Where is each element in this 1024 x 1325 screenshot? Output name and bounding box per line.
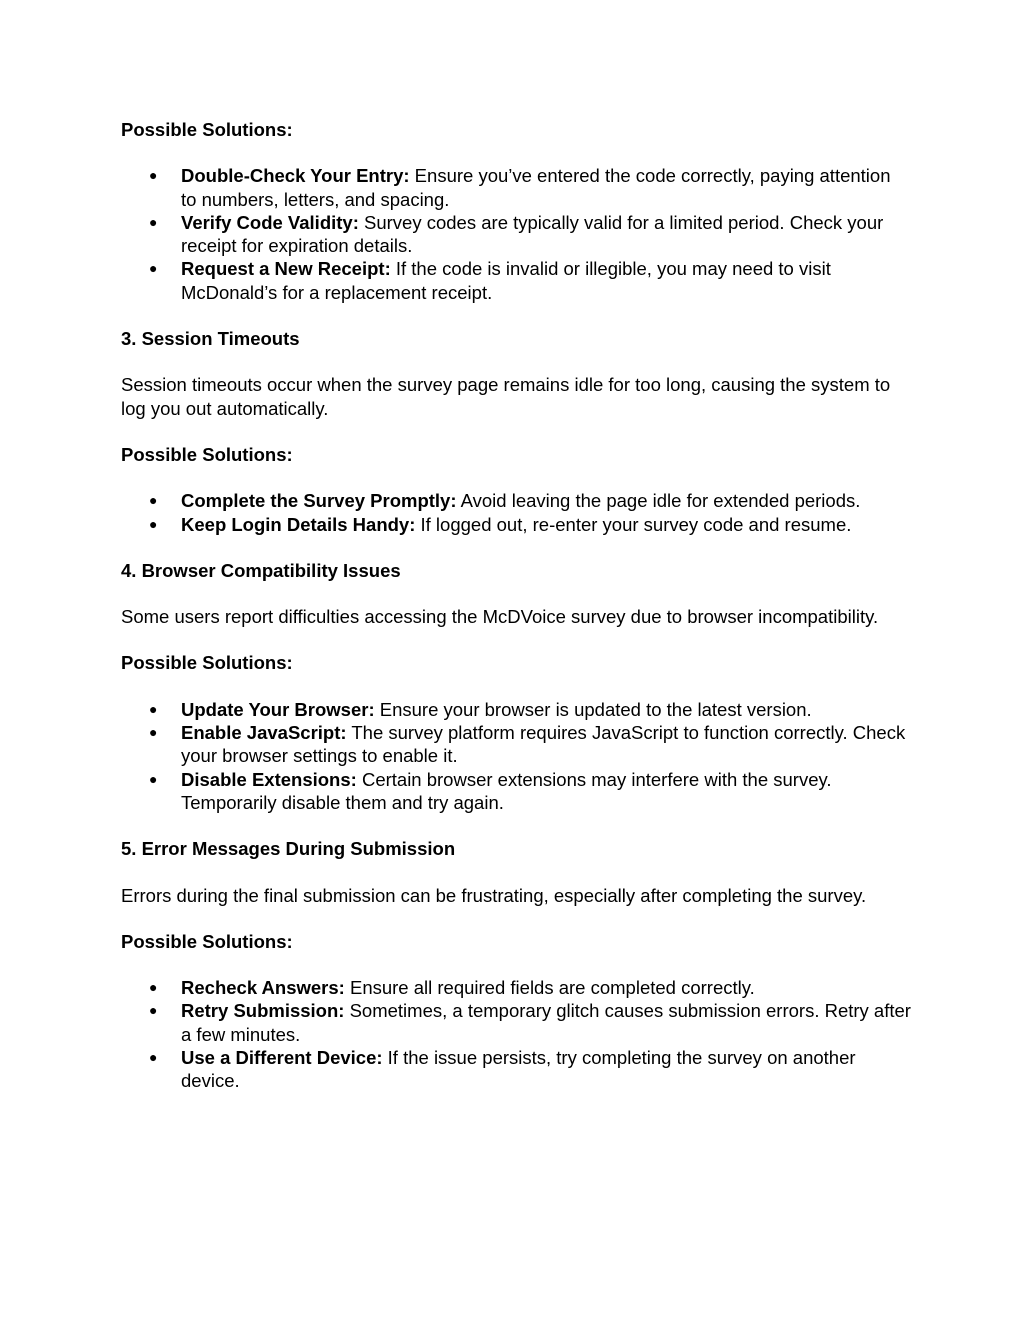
list-item [121,1046,911,1093]
bullet-icon: ● [149,167,158,184]
list-item [121,721,911,768]
bullet-text: If the code is invalid or illegible, you may need to visit McDonald’s for a replacement receipt. [181,258,831,303]
section-heading: 4. Browser Compatibility Issues [121,559,401,581]
bullet-list [121,489,911,536]
bullet-lead: Recheck Answers: [181,977,345,999]
section-heading: 3. Session Timeouts [121,328,300,350]
bullet-list [121,164,911,304]
bullet-text: Avoid leaving the page idle for extended periods. [456,490,861,512]
issue-section [121,559,911,629]
document-page [121,118,911,1093]
section-body: Some users report difficulties accessing the McDVoice survey due to browser incompatibility. [121,606,879,628]
issue-section [121,327,911,420]
bullet-text: Survey codes are typically valid for a limited period. Check your receipt for expiration details. [181,211,884,257]
solutions-section [121,443,911,536]
bullet-icon: ● [149,1002,158,1019]
bullet-text: Certain browser extensions may interfere with the survey. Temporarily disable them and try again. [181,768,832,813]
bullet-text: Ensure your browser is updated to the latest version. [374,698,812,720]
solutions-section [121,930,911,1093]
bullet-lead: Disable Extensions: [181,768,357,790]
bullet-icon: ● [149,979,158,996]
section-heading: Possible Solutions: [121,119,293,140]
bullet-icon: ● [149,515,158,532]
list-item [121,768,911,815]
bullet-icon: ● [149,260,158,277]
bullet-lead: Retry Submission: [181,1000,345,1022]
section-heading: 5. Error Messages During Submission [121,838,456,860]
bullet-text: The survey platform requires JavaScript to function correctly. Check your browser settings to enable it. [181,722,906,767]
list-item [121,164,911,211]
bullet-lead: Complete the Survey Promptly: [181,490,457,512]
bullet-icon: ● [149,492,158,509]
list-item [121,976,911,999]
bullet-lead: Verify Code Validity: [181,211,359,233]
bullet-text: Ensure all required fields are completed correctly. [344,977,755,999]
bullet-text: If the issue persists, try completing the survey on another device. [181,1047,856,1092]
bullet-text: Ensure you’ve entered the code correctly, paying attention to numbers, letters, and spacing. [181,165,891,210]
list-item [121,999,911,1046]
bullet-list [121,976,911,1092]
bullet-icon: ● [149,213,158,230]
bullet-icon: ● [149,1049,158,1066]
bullet-list [121,698,911,814]
section-heading: Possible Solutions: [121,443,293,465]
bullet-lead: Use a Different Device: [181,1047,383,1069]
bullet-text: If logged out, re-enter your survey code and resume. [415,513,852,535]
solutions-section [121,118,911,304]
bullet-lead: Request a New Receipt: [181,258,391,280]
bullet-icon: ● [149,700,158,717]
section-heading: Possible Solutions: [121,930,293,952]
bullet-lead: Enable JavaScript: [181,722,347,744]
bullet-icon: ● [149,770,158,787]
bullet-lead: Keep Login Details Handy: [181,513,416,535]
bullet-lead: Update Your Browser: [181,698,375,720]
bullet-text: Sometimes, a temporary glitch causes submission errors. Retry after a few minutes. [181,1000,911,1045]
list-item [121,489,911,512]
issue-section [121,837,911,907]
solutions-section [121,651,911,814]
section-body: Errors during the final submission can be frustrating, especially after completing the survey. [121,884,867,906]
list-item [121,211,911,258]
list-item [121,698,911,721]
section-body: Session timeouts occur when the survey page remains idle for too long, causing the system to log you out automatically. [121,374,891,419]
bullet-lead: Double-Check Your Entry: [181,165,410,187]
bullet-icon: ● [149,724,158,741]
section-heading: Possible Solutions: [121,652,293,674]
list-item [121,257,911,304]
list-item [121,513,911,536]
